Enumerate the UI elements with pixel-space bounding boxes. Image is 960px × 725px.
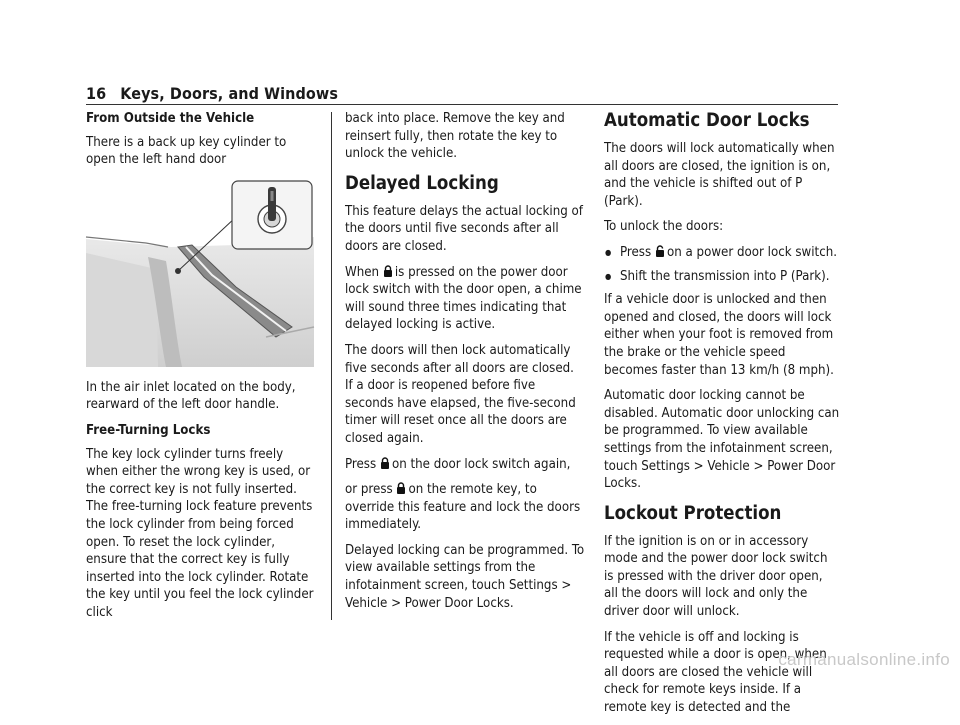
paragraph: If a vehicle door is unlocked and then opened and closed, the doors will lock either when your foot is removed from the brake or the vehicle speed becomes faster than 13 km/h (8 mph). (604, 292, 834, 378)
page-number: 16 (86, 84, 107, 103)
section-heading-lockout-protection: Lockout Protection (604, 502, 782, 524)
paragraph: There is a back up key cylinder to open the left hand door (86, 134, 287, 168)
bullet-item: ● Shift the transmission into P (Park). (604, 268, 840, 286)
paragraph: back into place. Remove the key and reinsert fully, then rotate the key to unlock the vehicle. (345, 111, 565, 162)
paragraph: The doors will then lock automatically five seconds after all doors are closed. If a door is reopened before five seconds have elapsed, the five-second timer will reset once all the doors are closed again. (345, 342, 576, 446)
column-2 (345, 110, 585, 620)
text: Press (620, 244, 652, 260)
section-heading-automatic-door-locks: Automatic Door Locks (604, 110, 810, 131)
paragraph: The key lock cylinder turns freely when either the wrong key is used, or the correct key is not fully inserted. The free-turning lock feature prevents the lock cylinder from being forced open. To reset the lock cylinder, ensure that the correct key is fully inserted into the lock cylinder. Rotate the key until you feel the lock cylinder click (86, 446, 314, 620)
subheading-free-turning-locks: Free-Turning Locks (86, 422, 211, 438)
text: When (345, 264, 380, 280)
paragraph (345, 481, 585, 534)
lock-icon (380, 457, 390, 469)
paragraph: Delayed locking can be programmed. To view available settings from the infotainment screen, touch Settings > Vehicle > Power Door Locks. (345, 542, 585, 611)
lock-icon (383, 265, 393, 277)
bullet-item (604, 244, 840, 262)
text: is pressed on the power door lock switch with the door open, a chime will sound three times indicating that delayed locking is active. (345, 264, 582, 333)
paragraph (345, 456, 585, 474)
page-header (86, 84, 338, 103)
section-heading-delayed-locking: Delayed Locking (345, 172, 499, 194)
paragraph: If the vehicle is off and locking is requested while a door is open, when all doors are closed the vehicle will check for remote keys inside. If a remote key is detected and the (604, 629, 827, 716)
paragraph: If the ignition is on or in accessory mode and the power door lock switch is pressed with the driver door open, all the doors will lock and only the driver door will unlock. (604, 533, 828, 620)
paragraph: The doors will lock automatically when all doors are closed, the ignition is on, and the vehicle is shifted out of P (Park). (604, 141, 835, 209)
text: on the remote key, to override this feature and lock the doors immediately. (345, 482, 581, 533)
paragraph: In the air inlet located on the body, rearward of the left door handle. (86, 379, 296, 413)
chapter-title: Keys, Doors, and Windows (120, 84, 338, 103)
column-1 (86, 110, 318, 630)
paragraph (345, 264, 585, 334)
lock-icon (396, 482, 406, 494)
header-rule (86, 104, 838, 105)
unlock-icon (655, 245, 665, 257)
text: on the door lock switch again, (391, 456, 571, 472)
key-cylinder-illustration (86, 177, 314, 367)
paragraph: Automatic door locking cannot be disabled. Automatic door unlocking can be programmed. To view available settings from the infotainment screen, touch Settings > Vehicle > Power Door Locks. (604, 388, 840, 492)
paragraph: This feature delays the actual locking of the doors until five seconds after all doors are closed. (345, 203, 583, 254)
text: or press (345, 482, 393, 498)
subheading-from-outside: From Outside the Vehicle (86, 111, 255, 126)
paragraph: To unlock the doors: (604, 219, 724, 235)
column-divider (331, 112, 332, 620)
text: Press (345, 456, 377, 472)
text: on a power door lock switch. (666, 244, 838, 260)
watermark: carmanualsonline.info (778, 650, 950, 669)
column-3 (604, 110, 840, 725)
